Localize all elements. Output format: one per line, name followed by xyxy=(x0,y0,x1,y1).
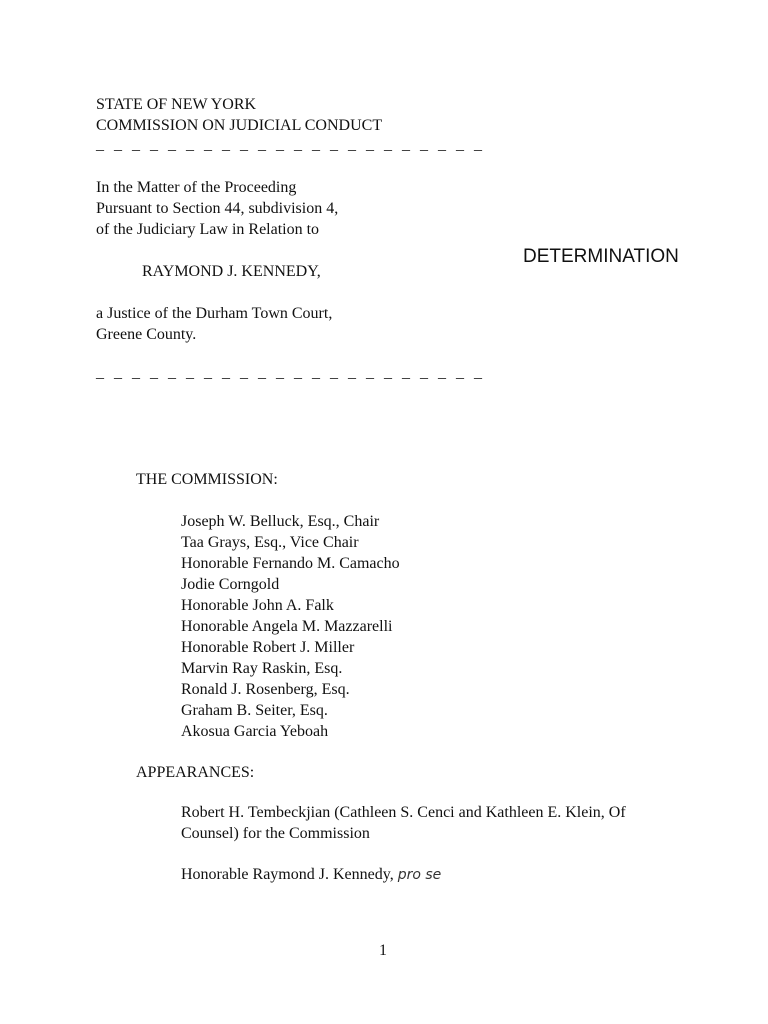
commission-section-heading: THE COMMISSION: xyxy=(136,471,278,488)
pro-se-label: pro se xyxy=(397,867,442,883)
commission-counsel-line-1: Robert H. Tembeckjian (Cathleen S. Cenci and Kathleen E. Klein, Of xyxy=(181,804,626,821)
top-divider: _ _ _ _ _ _ _ _ _ _ _ _ _ _ _ _ _ _ _ _ _ _ xyxy=(96,136,485,153)
member-item: Marvin Ray Raskin, Esq. xyxy=(181,660,343,677)
member-item: Joseph W. Belluck, Esq., Chair xyxy=(181,513,380,530)
page-number: 1 xyxy=(379,942,387,959)
member-item: Honorable Fernando M. Camacho xyxy=(181,555,400,572)
respondent-appearance-name: Honorable Raymond J. Kennedy, xyxy=(181,866,394,883)
role-line-1: a Justice of the Durham Town Court, xyxy=(96,305,333,322)
commission-members-list xyxy=(181,511,400,742)
proceeding-caption xyxy=(96,177,338,240)
document-title: DETERMINATION xyxy=(523,246,679,267)
appearances-heading: APPEARANCES: xyxy=(136,764,255,781)
respondent-name: RAYMOND J. KENNEDY, xyxy=(142,263,321,280)
member-item: Honorable Angela M. Mazzarelli xyxy=(181,618,393,635)
respondent-role xyxy=(96,303,332,345)
member-item: Jodie Corngold xyxy=(181,576,280,593)
commission-heading: COMMISSION ON JUDICIAL CONDUCT xyxy=(96,117,383,134)
bottom-divider: _ _ _ _ _ _ _ _ _ _ _ _ _ _ _ _ _ _ _ _ _ _ xyxy=(96,364,485,381)
role-line-2: Greene County. xyxy=(96,326,197,343)
caption-line-1: In the Matter of the Proceeding xyxy=(96,179,297,196)
commission-counsel-line-2: Counsel) for the Commission xyxy=(181,825,370,842)
member-item: Honorable John A. Falk xyxy=(181,597,334,614)
caption-line-2: Pursuant to Section 44, subdivision 4, xyxy=(96,200,339,217)
member-item: Akosua Garcia Yeboah xyxy=(181,723,329,740)
caption-line-3: of the Judiciary Law in Relation to xyxy=(96,221,320,238)
respondent-appearance xyxy=(181,864,441,886)
member-item: Honorable Robert J. Miller xyxy=(181,639,355,656)
member-item: Ronald J. Rosenberg, Esq. xyxy=(181,681,350,698)
member-item: Graham B. Seiter, Esq. xyxy=(181,702,328,719)
state-heading: STATE OF NEW YORK xyxy=(96,96,257,113)
member-item: Taa Grays, Esq., Vice Chair xyxy=(181,534,359,551)
